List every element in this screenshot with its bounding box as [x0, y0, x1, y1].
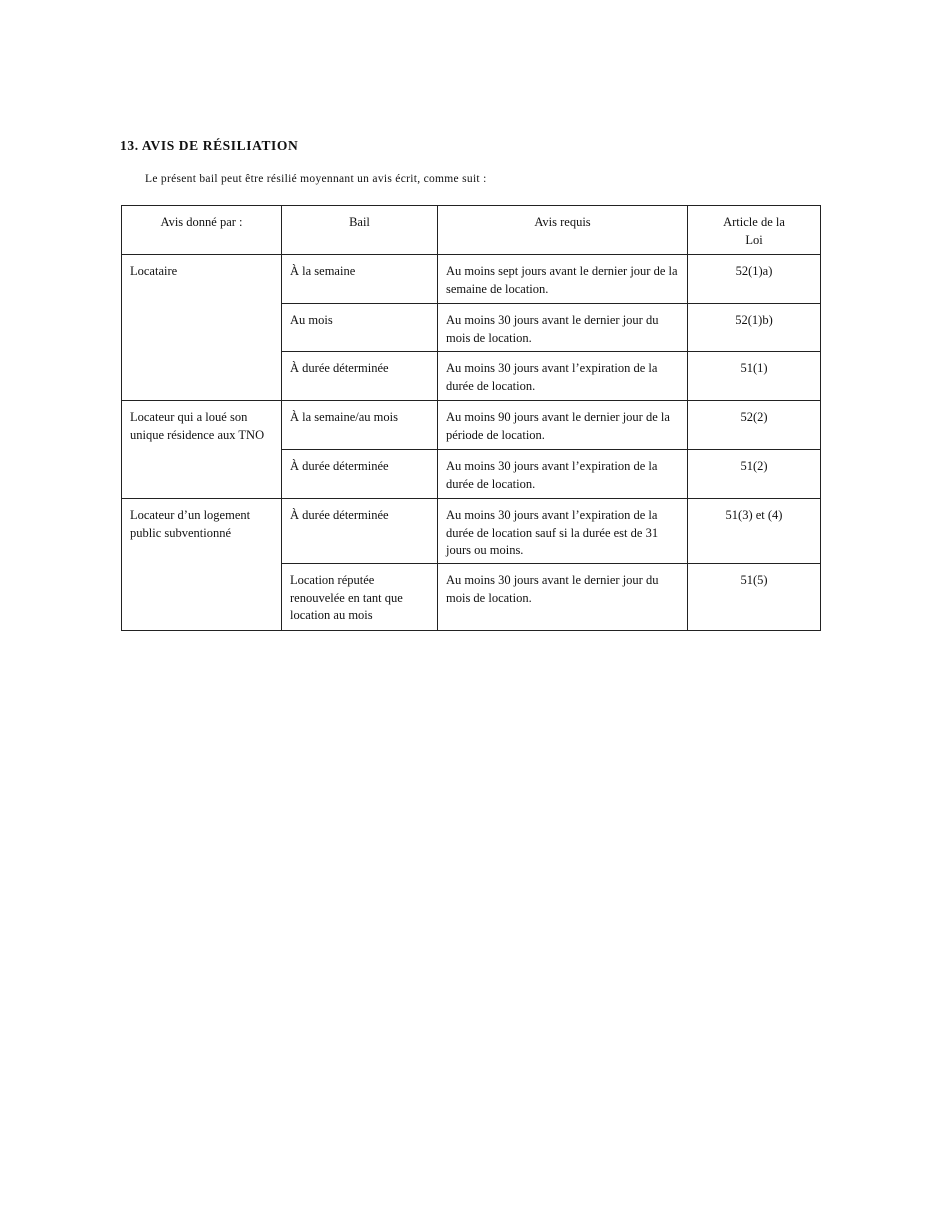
bail-cell: À durée déterminée: [282, 352, 438, 401]
notice-cell: Au moins 30 jours avant l’expiration de la durée de location.: [438, 450, 688, 499]
article-cell: 52(1)a): [688, 255, 821, 304]
article-cell: 51(5): [688, 564, 821, 631]
section-title: 13. AVIS DE RÉSILIATION: [120, 138, 299, 153]
bail-cell: À la semaine/au mois: [282, 401, 438, 450]
article-cell: 51(3) et (4): [688, 499, 821, 564]
bail-cell: À durée déterminée: [282, 499, 438, 564]
notice-cell: Au moins 90 jours avant le dernier jour de la période de location.: [438, 401, 688, 450]
notice-cell: Au moins sept jours avant le dernier jour de la semaine de location.: [438, 255, 688, 304]
bail-cell: Au mois: [282, 304, 438, 352]
bail-cell: Location réputée renouvelée en tant que location au mois: [282, 564, 438, 631]
notice-cell: Au moins 30 jours avant l’expiration de la durée de location sauf si la durée est de 31 jours ou moins.: [438, 499, 688, 564]
article-cell: 52(2): [688, 401, 821, 450]
given-by-cell: Locateur d’un logement public subventionné: [122, 499, 282, 631]
header-given-by: Avis donné par :: [122, 206, 282, 255]
given-by-cell: Locateur qui a loué son unique résidence aux TNO: [122, 401, 282, 499]
intro-text: Le présent bail peut être résilié moyennant un avis écrit, comme suit :: [145, 173, 487, 185]
bail-cell: À la semaine: [282, 255, 438, 304]
notice-cell: Au moins 30 jours avant le dernier jour du mois de location.: [438, 304, 688, 352]
notice-cell: Au moins 30 jours avant le dernier jour du mois de location.: [438, 564, 688, 631]
table-row: [122, 255, 821, 304]
article-cell: 51(1): [688, 352, 821, 401]
table-header-row: [122, 206, 821, 255]
termination-notice-table: [121, 205, 821, 631]
notice-cell: Au moins 30 jours avant l’expiration de la durée de location.: [438, 352, 688, 401]
bail-cell: À durée déterminée: [282, 450, 438, 499]
header-notice: Avis requis: [438, 206, 688, 255]
table-row: [122, 499, 821, 564]
header-article: Article de la Loi: [688, 206, 821, 255]
table-row: [122, 401, 821, 450]
header-bail: Bail: [282, 206, 438, 255]
article-cell: 51(2): [688, 450, 821, 499]
given-by-cell: Locataire: [122, 255, 282, 401]
article-cell: 52(1)b): [688, 304, 821, 352]
